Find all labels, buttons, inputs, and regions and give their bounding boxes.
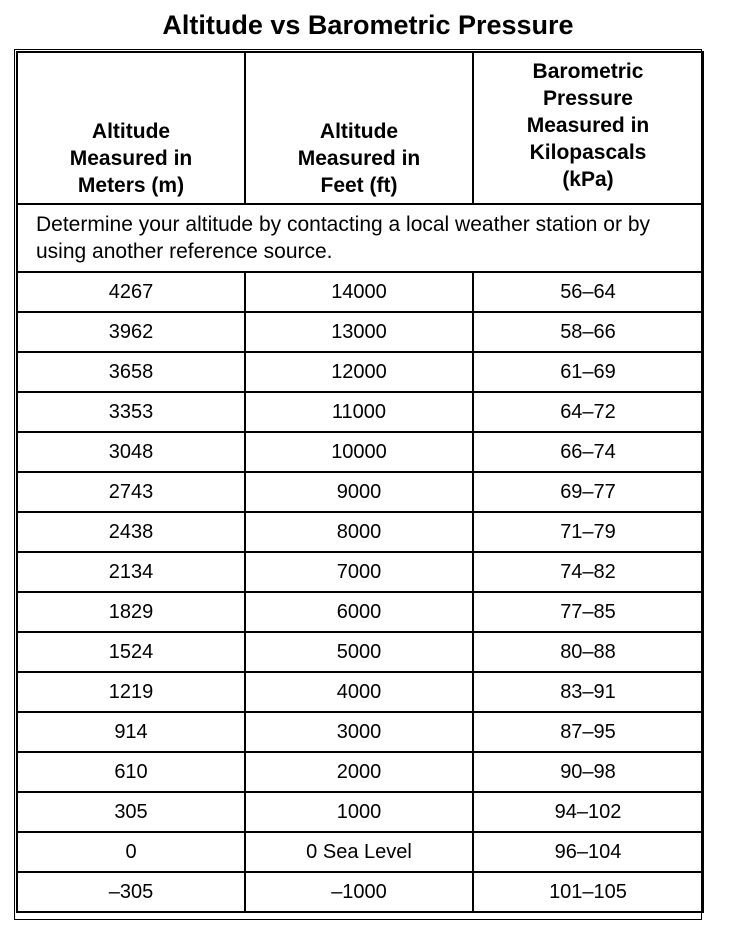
table-row <box>17 752 703 792</box>
cell-feet: 13000 <box>245 312 473 352</box>
cell-kpa: 87–95 <box>473 712 703 752</box>
cell-kpa: 80–88 <box>473 632 703 672</box>
header-kpa <box>473 52 703 204</box>
header-line: Barometric <box>532 60 644 83</box>
table-row <box>17 712 703 752</box>
cell-feet: 12000 <box>245 352 473 392</box>
cell-feet: 9000 <box>245 472 473 512</box>
table-row <box>17 272 703 312</box>
header-line: Measured in <box>69 147 193 170</box>
cell-feet: 1000 <box>245 792 473 832</box>
cell-kpa: 61–69 <box>473 352 703 392</box>
cell-feet: 6000 <box>245 592 473 632</box>
table-row <box>17 792 703 832</box>
cell-meters: 914 <box>17 712 245 752</box>
header-line: Altitude <box>319 120 399 143</box>
cell-meters: 1829 <box>17 592 245 632</box>
header-line: Altitude <box>91 120 171 143</box>
cell-kpa: 94–102 <box>473 792 703 832</box>
table-row <box>17 432 703 472</box>
cell-meters: 3353 <box>17 392 245 432</box>
cell-feet: 8000 <box>245 512 473 552</box>
cell-feet: 0 Sea Level <box>245 832 473 872</box>
cell-meters: 1524 <box>17 632 245 672</box>
cell-feet: 2000 <box>245 752 473 792</box>
cell-kpa: 56–64 <box>473 272 703 312</box>
cell-feet: 11000 <box>245 392 473 432</box>
table-row <box>17 672 703 712</box>
header-feet <box>245 52 473 204</box>
cell-meters: 305 <box>17 792 245 832</box>
header-line: (kPa) <box>562 168 614 191</box>
cell-feet: 7000 <box>245 552 473 592</box>
table-row <box>17 552 703 592</box>
table-row <box>17 312 703 352</box>
cell-feet: 14000 <box>245 272 473 312</box>
cell-kpa: 66–74 <box>473 432 703 472</box>
cell-meters: 610 <box>17 752 245 792</box>
cell-kpa: 101–105 <box>473 872 703 912</box>
table-row <box>17 512 703 552</box>
cell-meters: 4267 <box>17 272 245 312</box>
page-title: Altitude vs Barometric Pressure <box>162 10 574 40</box>
cell-meters: 2134 <box>17 552 245 592</box>
cell-kpa: 58–66 <box>473 312 703 352</box>
cell-kpa: 90–98 <box>473 752 703 792</box>
table-row <box>17 392 703 432</box>
cell-feet: –1000 <box>245 872 473 912</box>
cell-kpa: 74–82 <box>473 552 703 592</box>
cell-feet: 4000 <box>245 672 473 712</box>
cell-meters: 0 <box>17 832 245 872</box>
cell-kpa: 83–91 <box>473 672 703 712</box>
cell-meters: 1219 <box>17 672 245 712</box>
header-line: Pressure <box>543 87 633 110</box>
header-line: Feet (ft) <box>320 174 398 197</box>
table-row <box>17 832 703 872</box>
header-line: Kilopascals <box>529 141 647 164</box>
header-line: Measured in <box>526 114 650 137</box>
cell-kpa: 69–77 <box>473 472 703 512</box>
table-row <box>17 352 703 392</box>
cell-feet: 3000 <box>245 712 473 752</box>
cell-feet: 10000 <box>245 432 473 472</box>
altitude-pressure-table <box>16 51 704 913</box>
table-row <box>17 472 703 512</box>
cell-meters: 3048 <box>17 432 245 472</box>
header-meters <box>17 52 245 204</box>
cell-meters: 3962 <box>17 312 245 352</box>
table-row <box>17 592 703 632</box>
cell-kpa: 71–79 <box>473 512 703 552</box>
cell-kpa: 77–85 <box>473 592 703 632</box>
cell-meters: 2743 <box>17 472 245 512</box>
table-row <box>17 872 703 912</box>
cell-kpa: 64–72 <box>473 392 703 432</box>
header-line: Measured in <box>297 147 421 170</box>
header-row <box>17 52 703 204</box>
cell-kpa: 96–104 <box>473 832 703 872</box>
cell-meters: –305 <box>17 872 245 912</box>
cell-feet: 5000 <box>245 632 473 672</box>
note-text: Determine your altitude by contacting a local weather station or by using another reference source. <box>17 204 703 272</box>
cell-meters: 2438 <box>17 512 245 552</box>
cell-meters: 3658 <box>17 352 245 392</box>
table-row <box>17 632 703 672</box>
header-line: Meters (m) <box>77 174 185 197</box>
note-row <box>17 204 703 272</box>
